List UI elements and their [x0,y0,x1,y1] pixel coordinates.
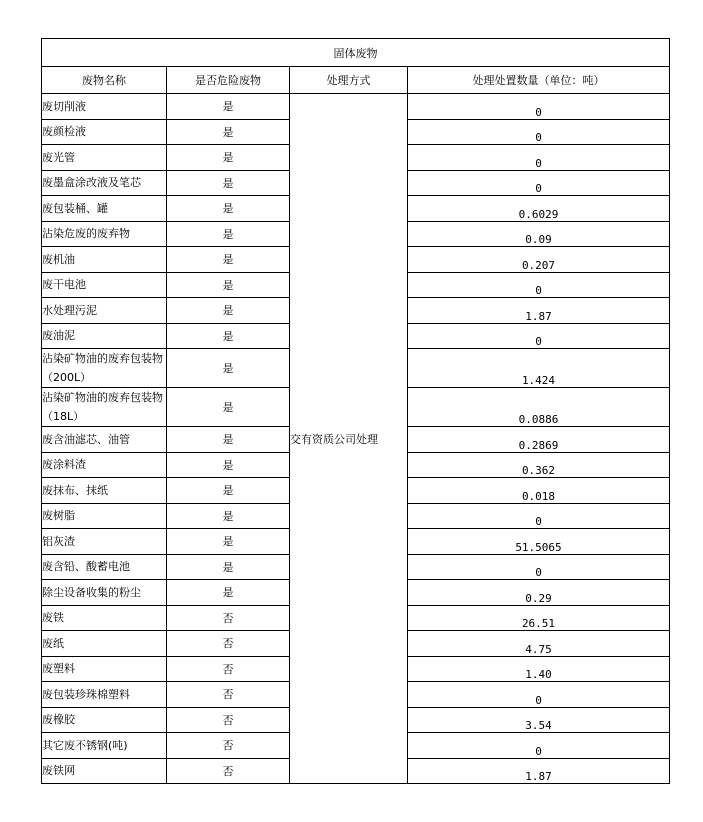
header-waste-name: 废物名称 [42,67,167,94]
quantity-cell: 0.018 [408,478,670,504]
hazardous-cell: 是 [167,452,290,478]
quantity-cell: 0.0886 [408,388,670,427]
waste-name-cell: 废纸 [42,631,167,657]
waste-name-cell: 废含铅、酸蓄电池 [42,554,167,580]
table-header-row [42,67,670,94]
quantity-cell: 26.51 [408,605,670,631]
hazardous-cell: 否 [167,682,290,708]
quantity-cell: 51.5065 [408,529,670,555]
hazardous-cell: 是 [167,427,290,453]
waste-name-cell: 废墨盒涂改液及笔芯 [42,170,167,196]
waste-name-cell: 废含油滤芯、油管 [42,427,167,453]
hazardous-cell: 是 [167,196,290,222]
hazardous-cell: 是 [167,503,290,529]
waste-name-cell: 废油泥 [42,323,167,349]
quantity-cell: 0 [408,94,670,120]
table-title: 固体废物 [42,39,670,67]
waste-name-cell: 废包装桶、罐 [42,196,167,222]
hazardous-cell: 是 [167,349,290,388]
quantity-cell: 1.87 [408,298,670,324]
header-quantity: 处理处置数量（单位：吨） [408,67,670,94]
waste-name-cell: 废包装珍珠棉塑料 [42,682,167,708]
hazardous-cell: 是 [167,323,290,349]
waste-name-cell: 废抹布、抹纸 [42,478,167,504]
quantity-cell: 0.207 [408,247,670,273]
quantity-cell: 0.29 [408,580,670,606]
hazardous-cell: 是 [167,529,290,555]
disposal-method-cell: 交有资质公司处理 [290,94,408,784]
waste-name-cell: 废切削液 [42,94,167,120]
quantity-cell: 0 [408,503,670,529]
quantity-cell: 4.75 [408,631,670,657]
waste-name-cell: 除尘设备收集的粉尘 [42,580,167,606]
waste-name-cell: 沾染危废的废弃物 [42,221,167,247]
quantity-cell: 0 [408,272,670,298]
waste-name-cell: 废树脂 [42,503,167,529]
hazardous-cell: 是 [167,388,290,427]
quantity-cell: 0 [408,323,670,349]
solid-waste-table [41,38,670,784]
waste-name-cell: 废干电池 [42,272,167,298]
waste-name-cell: 废颜检液 [42,119,167,145]
quantity-cell: 1.40 [408,656,670,682]
hazardous-cell: 否 [167,605,290,631]
hazardous-cell: 否 [167,631,290,657]
waste-name-cell: 水处理污泥 [42,298,167,324]
hazardous-cell: 否 [167,707,290,733]
waste-name-cell: 废橡胶 [42,707,167,733]
header-hazardous: 是否危险废物 [167,67,290,94]
waste-name-cell: 废机油 [42,247,167,273]
waste-name-cell: 废铁 [42,605,167,631]
waste-name-cell: 其它废不锈钢(吨) [42,733,167,759]
hazardous-cell: 是 [167,94,290,120]
quantity-cell: 0.362 [408,452,670,478]
waste-name-cell: 铝灰渣 [42,529,167,555]
hazardous-cell: 是 [167,478,290,504]
quantity-cell: 0 [408,554,670,580]
hazardous-cell: 是 [167,554,290,580]
quantity-cell: 3.54 [408,707,670,733]
waste-name-cell: 沾染矿物油的废弃包装物（18L） [42,388,167,427]
hazardous-cell: 是 [167,247,290,273]
quantity-cell: 1.87 [408,758,670,784]
table-title-row [42,39,670,67]
waste-name-cell: 废光管 [42,145,167,171]
quantity-cell: 0.6029 [408,196,670,222]
table-row [42,94,670,120]
quantity-cell: 0 [408,170,670,196]
quantity-cell: 0.09 [408,221,670,247]
waste-name-cell: 沾染矿物油的废弃包装物（200L） [42,349,167,388]
quantity-cell: 0.2869 [408,427,670,453]
waste-name-cell: 废塑料 [42,656,167,682]
hazardous-cell: 是 [167,119,290,145]
hazardous-cell: 是 [167,580,290,606]
hazardous-cell: 否 [167,758,290,784]
hazardous-cell: 否 [167,656,290,682]
hazardous-cell: 是 [167,221,290,247]
hazardous-cell: 是 [167,170,290,196]
quantity-cell: 0 [408,145,670,171]
waste-name-cell: 废铁网 [42,758,167,784]
hazardous-cell: 是 [167,298,290,324]
quantity-cell: 0 [408,119,670,145]
hazardous-cell: 是 [167,272,290,298]
waste-name-cell: 废涂料渣 [42,452,167,478]
table-body [42,94,670,784]
hazardous-cell: 否 [167,733,290,759]
quantity-cell: 0 [408,733,670,759]
quantity-cell: 1.424 [408,349,670,388]
hazardous-cell: 是 [167,145,290,171]
quantity-cell: 0 [408,682,670,708]
header-method: 处理方式 [290,67,408,94]
